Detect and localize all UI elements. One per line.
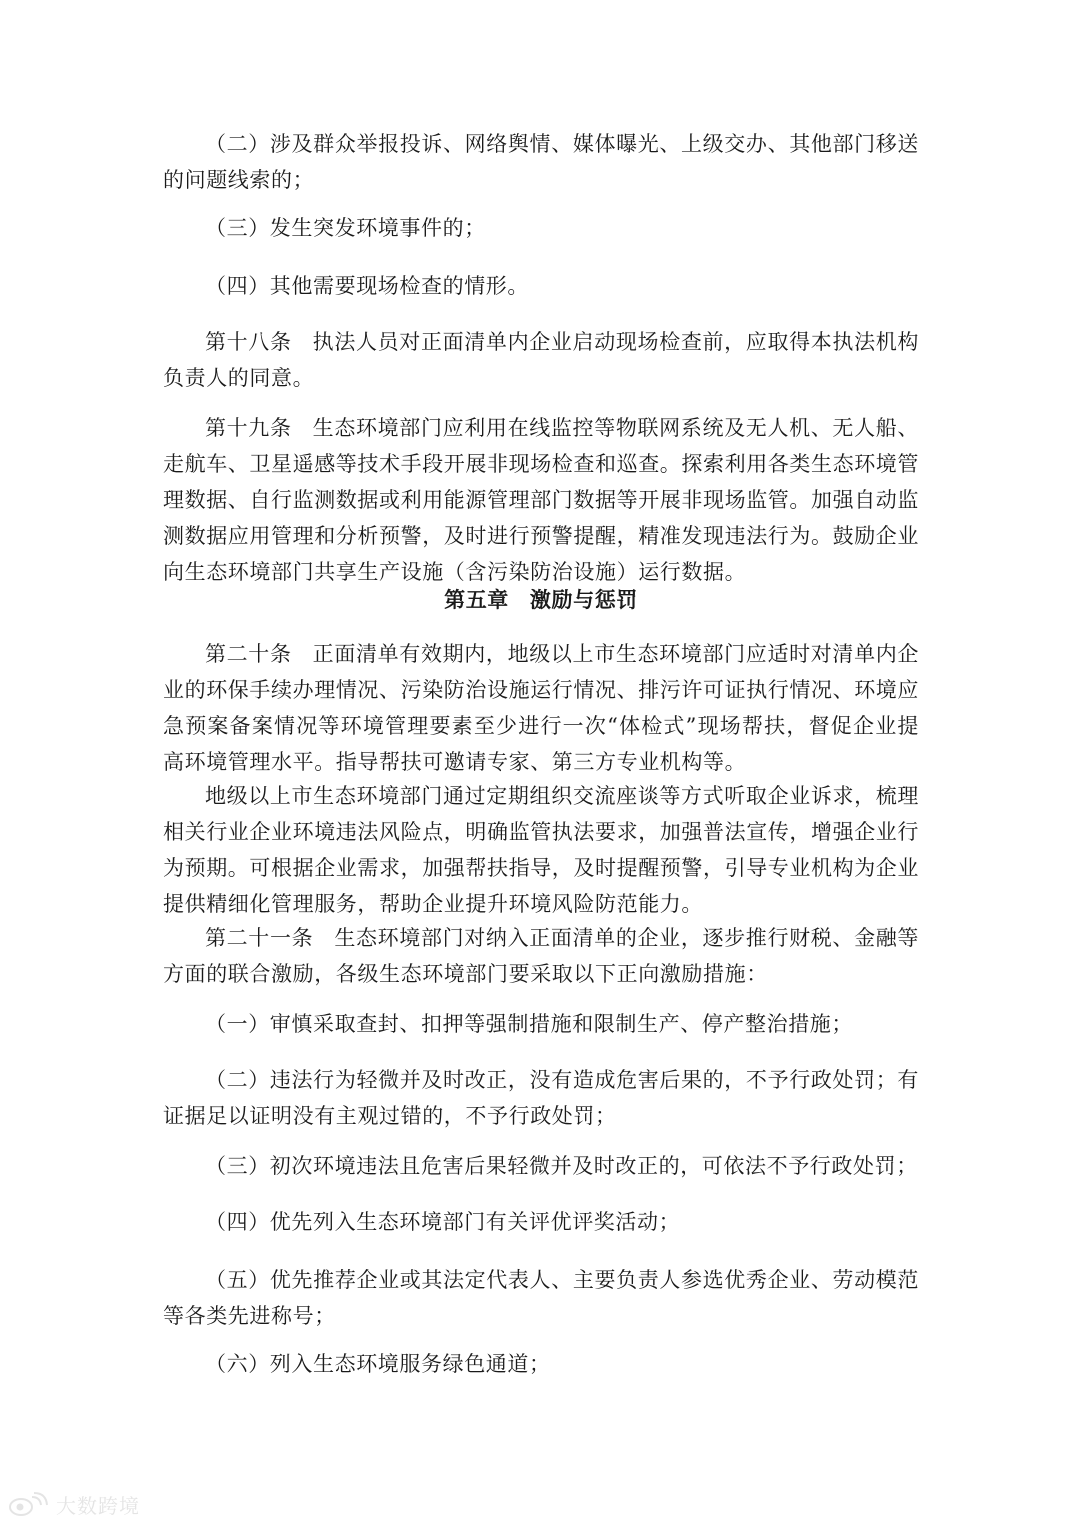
paragraph-item-4: （四）其他需要现场检查的情形。	[205, 274, 529, 298]
chapter-heading	[163, 582, 919, 618]
measure-item-1: （一）审慎采取查封、扣押等强制措施和限制生产、停产整治措施；	[205, 1012, 853, 1036]
measure-item-5: （五）优先推荐企业或其法定代表人、主要负责人参选优秀企业、劳动模范等各类先进称号；	[163, 1268, 919, 1328]
article-18: 第十八条 执法人员对正面清单内企业启动现场检查前，应取得本执法机构负责人的同意。	[163, 330, 919, 390]
article-20: 第二十条 正面清单有效期内，地级以上市生态环境部门应适时对清单内企业的环保手续办理情况、污染防治设施运行情况、排污许可证执行情况、环境应急预案备案情况等环境管理要素至少进行一次“体检式”现场帮扶，督促企业提高环境管理水平。指导帮扶可邀请专家、第三方专业机构等。	[163, 642, 919, 774]
measure-item-3: （三）初次环境违法且危害后果轻微并及时改正的，可依法不予行政处罚；	[205, 1154, 918, 1178]
article-21: 第二十一条 生态环境部门对纳入正面清单的企业，逐步推行财税、金融等方面的联合激励，各级生态环境部门要采取以下正向激励措施：	[163, 926, 919, 986]
weibo-logo-icon	[8, 1491, 50, 1517]
article-number: 第十九条	[205, 416, 292, 440]
chapter-title: 激励与惩罚	[529, 587, 638, 612]
article-number: 第二十条	[205, 642, 292, 666]
chapter-number: 第五章	[444, 587, 509, 612]
paragraph-item-3: （三）发生突发环境事件的；	[205, 216, 486, 240]
article-number: 第十八条	[205, 330, 292, 354]
watermark	[8, 1490, 140, 1518]
article-20-para-2: 地级以上市生态环境部门通过定期组织交流座谈等方式听取企业诉求，梳理相关行业企业环境违法风险点，明确监管执法要求，加强普法宣传，增强企业行为预期。可根据企业需求，加强帮扶指导，及时提醒预警，引导专业机构为企业提供精细化管理服务，帮助企业提升环境风险防范能力。	[163, 784, 919, 916]
measure-item-2: （二）违法行为轻微并及时改正，没有造成危害后果的，不予行政处罚；有证据足以证明没有主观过错的，不予行政处罚；	[163, 1068, 919, 1128]
measure-item-4: （四）优先列入生态环境部门有关评优评奖活动；	[205, 1210, 681, 1234]
article-number: 第二十一条	[205, 926, 314, 950]
watermark-text: 大数跨境	[56, 1493, 140, 1518]
paragraph-item-2: （二）涉及群众举报投诉、网络舆情、媒体曝光、上级交办、其他部门移送的问题线索的；	[163, 132, 919, 192]
article-19: 第十九条 生态环境部门应利用在线监控等物联网系统及无人机、无人船、走航车、卫星遥感等技术手段开展非现场检查和巡查。探索利用各类生态环境管理数据、自行监测数据或利用能源管理部门数据等开展非现场监管。加强自动监测数据应用管理和分析预警，及时进行预警提醒，精准发现违法行为。鼓励企业向生态环境部门共享生产设施（含污染防治设施）运行数据。	[163, 416, 919, 584]
measure-item-6: （六）列入生态环境服务绿色通道；	[205, 1352, 551, 1376]
